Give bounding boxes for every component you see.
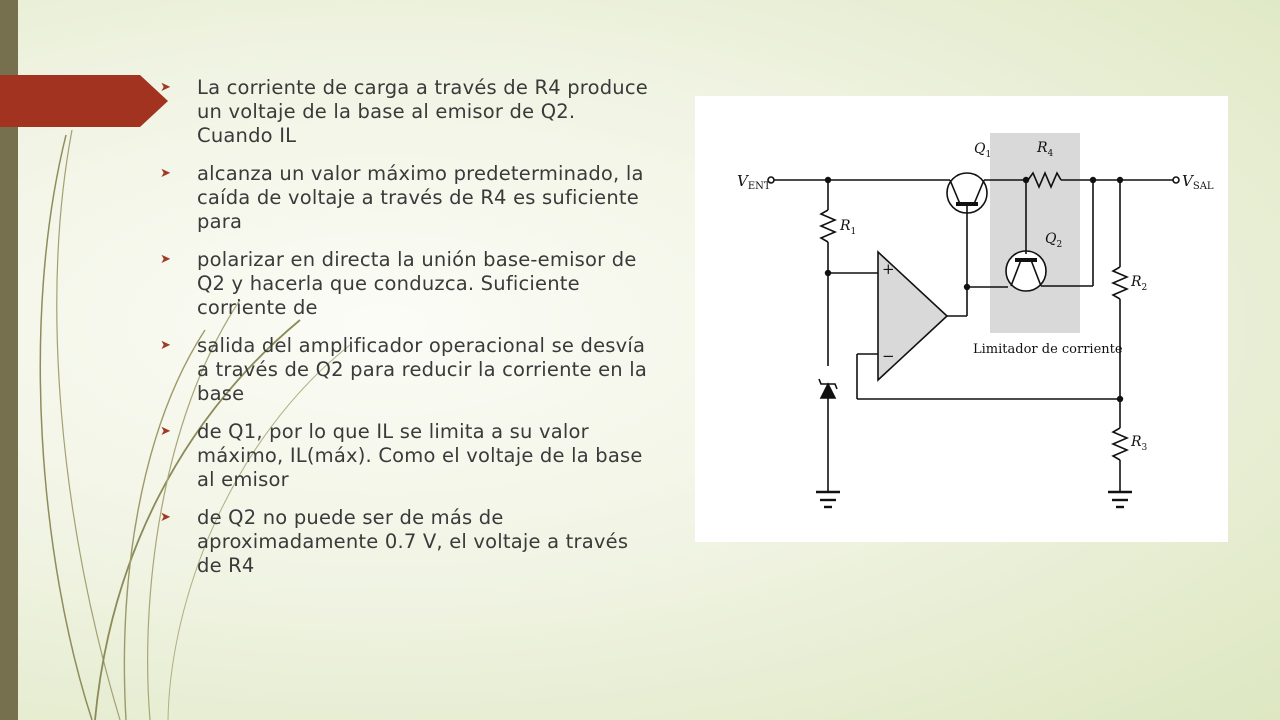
r1-label: $R_1$ <box>840 218 857 237</box>
vin-label: $V_{ENT}$ <box>737 172 771 192</box>
regulator-circuit-diagram <box>695 96 1228 542</box>
arrow-bullet-icon: ➤ <box>160 424 172 439</box>
bullet-text: de Q1, por lo que IL se limita a su valor máximo, IL(máx). Como el voltaje de la base al emisor <box>197 420 643 491</box>
arrow-bullet-icon: ➤ <box>160 80 172 95</box>
circuit-figure <box>695 96 1228 542</box>
bullet-list <box>160 76 650 592</box>
q1-label: $Q_1$ <box>974 141 992 160</box>
bullet-text: salida del amplificador operacional se desvía a través de Q2 para reducir la corriente en la base <box>197 334 647 405</box>
arrow-bullet-icon: ➤ <box>160 338 172 353</box>
arrow-bullet-icon: ➤ <box>160 510 172 525</box>
bullet-item <box>160 506 650 578</box>
vout-label: $V_{SAL}$ <box>1182 172 1214 192</box>
bullet-item <box>160 420 650 492</box>
bullet-text: de Q2 no puede ser de más de aproximadamente 0.7 V, el voltaje a través de R4 <box>197 506 629 577</box>
q2-label: $Q_2$ <box>1045 231 1063 250</box>
opamp-minus-label: − <box>882 347 895 365</box>
r3-label: $R_3$ <box>1131 434 1148 453</box>
r4-label: $R_4$ <box>1037 140 1054 159</box>
current-limiter-box <box>990 133 1080 333</box>
arrow-bullet-icon: ➤ <box>160 166 172 181</box>
bullet-text: alcanza un valor máximo predeterminado, la caída de voltaje a través de R4 es suficiente para <box>197 162 644 233</box>
current-limiter-label: Limitador de corriente <box>973 342 1123 357</box>
r2-label: $R_2$ <box>1131 274 1148 293</box>
bullet-item <box>160 248 650 320</box>
bullet-text: La corriente de carga a través de R4 produce un voltaje de la base al emisor de Q2. Cuando IL <box>197 76 648 147</box>
bullet-text: polarizar en directa la unión base-emisor de Q2 y hacerla que conduzca. Suficiente corriente de <box>197 248 637 319</box>
arrow-bullet-icon: ➤ <box>160 252 172 267</box>
accent-arrow-shape <box>0 0 180 140</box>
opamp-plus-label: + <box>882 260 895 278</box>
bullet-item <box>160 334 650 406</box>
bullet-item <box>160 76 650 148</box>
bullet-item <box>160 162 650 234</box>
